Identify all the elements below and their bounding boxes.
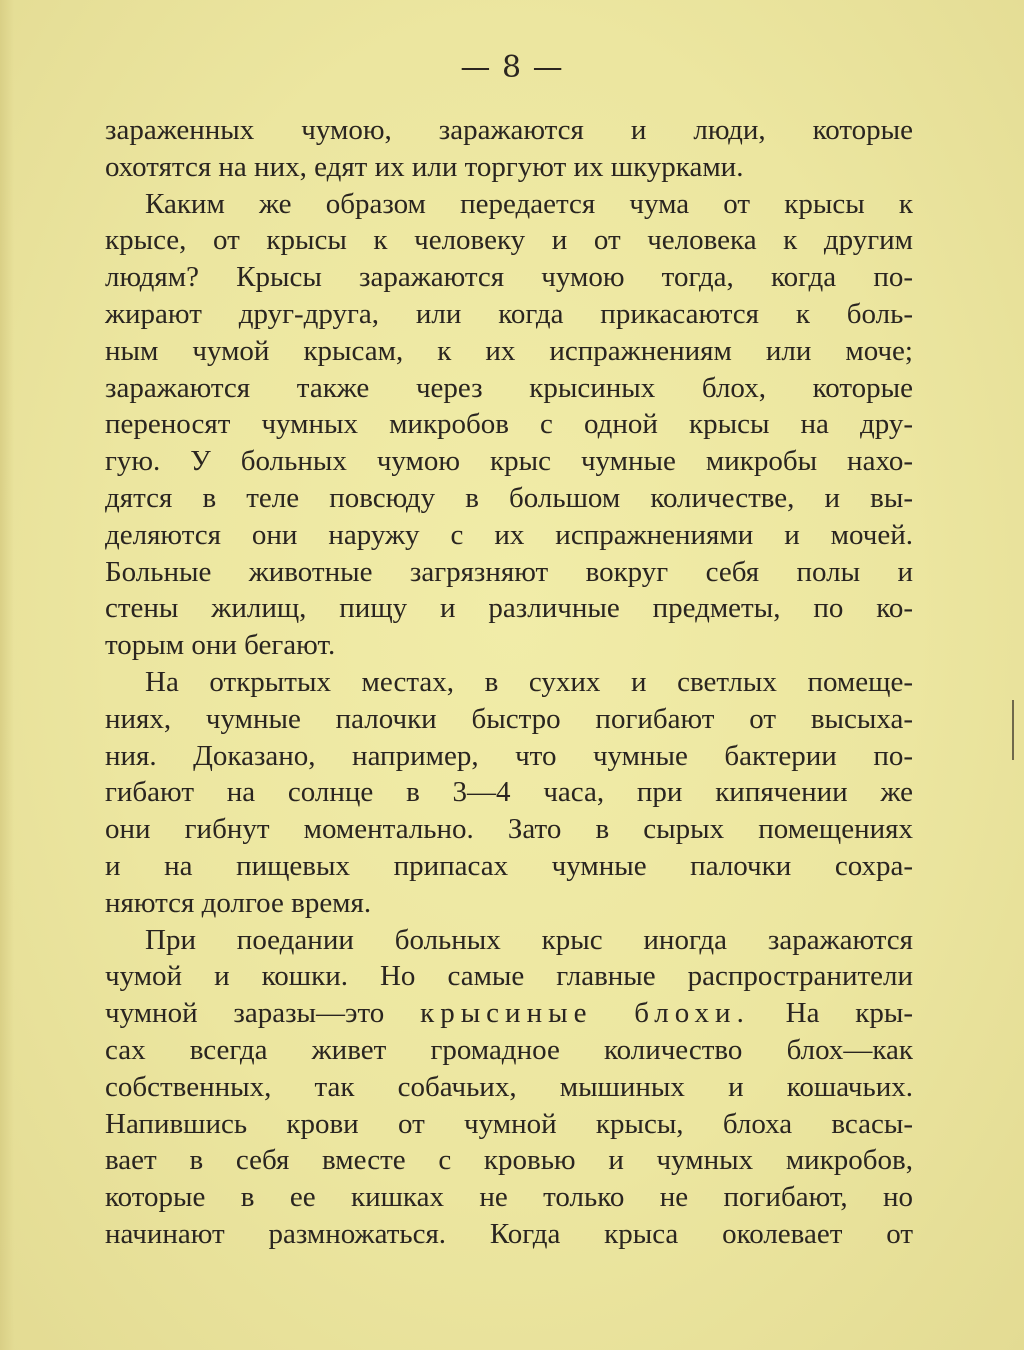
text-fragment: На кры- xyxy=(749,997,913,1030)
text-line: На открытых местах, в сухих и светлых помеще- xyxy=(145,665,913,698)
text-line: ным чумой крысам, к их испражнениям или моче; xyxy=(105,334,913,367)
paragraph-2 xyxy=(105,186,913,664)
text-line: дятся в теле повсюду в большом количестве, и вы- xyxy=(105,481,913,514)
text-line: переносят чумных микробов с одной крысы на дру- xyxy=(105,408,913,441)
text-line: При поедании больных крыс иногда заражаются xyxy=(145,923,913,956)
text-line: ния. Доказано, например, что чумные бактерии по- xyxy=(105,739,913,772)
page-text xyxy=(105,112,913,1253)
text-line: торым они бегают. xyxy=(105,629,336,662)
margin-mark xyxy=(1012,700,1014,760)
text-line: Больные животные загрязняют вокруг себя полы и xyxy=(105,555,913,588)
text-line: ниях, чумные палочки быстро погибают от высыха- xyxy=(105,702,913,735)
text-line: стены жилищ, пищу и различные предметы, по ко- xyxy=(105,592,913,625)
text-line: они гибнут моментально. Зато в сырых помещениях xyxy=(105,813,913,846)
text-line: крысе, от крысы к человеку и от человека к другим xyxy=(105,224,913,257)
text-line-spaced xyxy=(105,995,913,1032)
text-line: Каким же образом передается чума от крысы к xyxy=(145,187,913,220)
text-line: охотятся на них, едят их или торгуют их шкурками. xyxy=(105,150,744,183)
text-fragment: чумной заразы—это xyxy=(105,997,421,1030)
text-line: начинают размножаться. Когда крыса околевает от xyxy=(105,1217,913,1250)
text-line: вает в себя вместе с кровью и чумных микробов, xyxy=(105,1144,913,1177)
text-line: зараженных чумою, заражаются и люди, которые xyxy=(105,114,913,146)
text-line: Напившись крови от чумной крысы, блоха всасы- xyxy=(105,1107,913,1140)
text-line: няются долгое время. xyxy=(105,886,372,919)
text-line: собственных, так собачьих, мышиных и кошачьих. xyxy=(105,1070,913,1103)
text-line: которые в ее кишках не только не погибают, но xyxy=(105,1181,913,1214)
text-line: гибают на солнце в 3—4 часа, при кипячении же xyxy=(105,776,913,809)
paragraph-3 xyxy=(105,664,913,922)
text-line: деляются они наружу с их испражнениями и мочей. xyxy=(105,518,913,551)
paragraph-4 xyxy=(105,922,913,1253)
text-line: заражаются также через крысиных блох, которые xyxy=(105,371,913,404)
text-line: чумой и кошки. Но самые главные распространители xyxy=(105,960,913,993)
text-line: и на пищевых припасах чумные палочки сохра- xyxy=(105,849,913,882)
paragraph-1 xyxy=(105,112,913,186)
spaced-emphasis: крысиные блохи. xyxy=(420,997,750,1030)
text-line: сах всегда живет громадное количество блох—как xyxy=(105,1033,913,1066)
text-line: жирают друг-друга, или когда прикасаются к боль- xyxy=(105,297,913,330)
text-line: людям? Крысы заражаются чумою тогда, когда по- xyxy=(105,261,913,294)
page-number: — 8 — xyxy=(460,50,564,85)
text-line: гую. У больных чумою крыс чумные микробы нахо- xyxy=(105,445,913,478)
